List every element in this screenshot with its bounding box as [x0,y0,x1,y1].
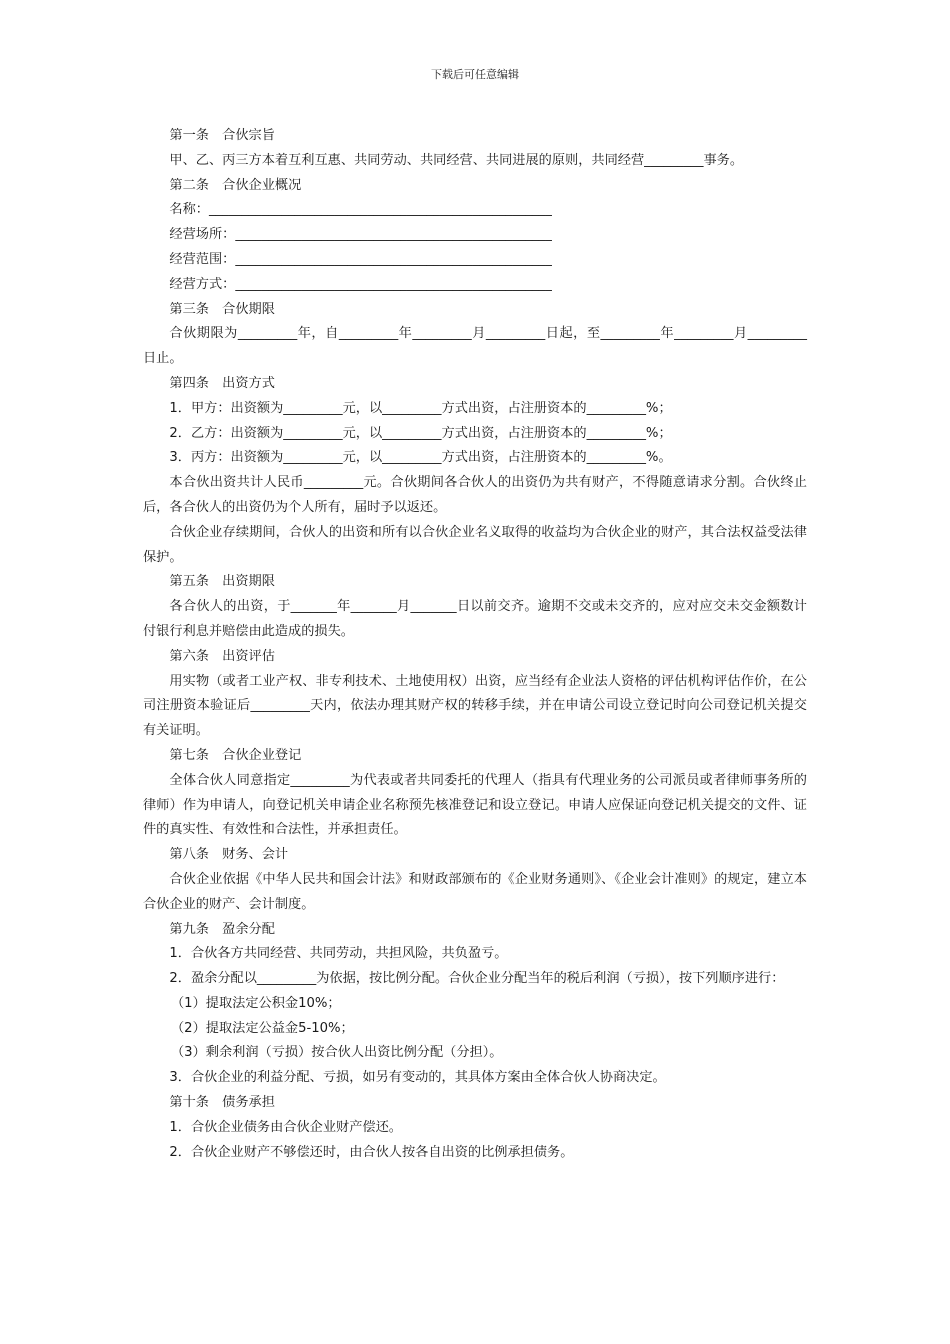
article-4-heading: 第四条 出资方式 [169,375,275,391]
field-mode: 经营方式：________________________________________________ [169,276,552,292]
article-1-text: 甲、乙、丙三方本着互利互惠、共同劳动、共同经营、共同进展的原则，共同经营_________事务。 [169,152,744,168]
article-3-text: 合伙期限为_________年，自_________年_________月_________日起，至_________年_________月_________日止。 [143,326,807,367]
article-4-text-2: 合伙企业存续期间，合伙人的出资和所有以合伙企业名义取得的收益均为合伙企业的财产，其合法权益受法律保护。 [143,524,807,565]
field-location: 经营场所：________________________________________________ [169,227,552,243]
article-1-heading: 第一条 合伙宗旨 [169,128,275,143]
article-2-heading: 第二条 合伙企业概况 [169,177,302,193]
article-6-text: 用实物（或者工业产权、非专利技术、土地使用权）出资，应当经有企业法人资格的评估机构评估作价，在公司注册资本验证后_________天内，依法办理其财产权的转移手续，并在申请公司设立登记时向公司登记机关提交有关证明。 [143,673,807,739]
article-9-item-2: 2．盈余分配以_________为依据，按比例分配。合伙企业分配当年的税后利润（亏损），按下列顺序进行： [169,971,785,987]
article-3-heading: 第三条 合伙期限 [169,301,275,317]
article-5-text: 各合伙人的出资，于_______年_______月_______日以前交齐。逾期不交或未交齐的，应对应交未交金额数计付银行利息并赔偿由此造成的损失。 [143,599,807,639]
article-9-heading: 第九条 盈余分配 [169,921,275,937]
header-note: 下载后可任意编辑 [431,68,519,81]
article-10-heading: 第十条 债务承担 [169,1095,275,1111]
article-8-heading: 第八条 财务、会计 [169,847,289,863]
article-9-subitem-1: （1）提取法定公积金10%； [171,995,341,1011]
article-6-heading: 第六条 出资评估 [169,648,275,664]
contract-body [143,124,807,1165]
article-8-text: 合伙企业依据《中华人民共和国会计法》和财政部颁布的《企业财务通则》、《企业会计准则》的规定，建立本合伙企业的财产、会计制度。 [143,871,807,912]
article-7-heading: 第七条 合伙企业登记 [169,747,302,763]
article-9-subitem-3: （3）剩余利润（亏损）按合伙人出资比例分配（分担）。 [171,1045,503,1061]
contribution-party-a: 1．甲方：出资额为_________元，以_________方式出资，占注册资本的_________%； [169,400,672,416]
article-5-heading: 第五条 出资期限 [169,574,275,590]
article-9-item-1: 1．合伙各方共同经营、共同劳动，共担风险，共负盈亏。 [169,946,508,962]
article-9-item-3: 3．合伙企业的利益分配、亏损，如另有变动的，其具体方案由全体合伙人协商决定。 [169,1070,666,1086]
field-name: 名称：____________________________________________________ [169,202,552,218]
article-7-text: 全体合伙人同意指定_________为代表或者共同委托的代理人（指具有代理业务的公司派员或者律师事务所的律师）作为申请人，向登记机关申请企业名称预先核准登记和设立登记。申请人应保证向登记机关提交的文件、证件的真实性、有效性和合法性，并承担责任。 [143,772,807,838]
article-4-text-1: 本合伙出资共计人民币_________元。合伙期间各合伙人的出资仍为共有财产，不得随意请求分割。合伙终止后，各合伙人的出资仍为个人所有，届时予以返还。 [143,475,807,515]
article-9-subitem-2: （2）提取法定公益金5-10%； [171,1020,354,1036]
contribution-party-c: 3．丙方：出资额为_________元，以_________方式出资，占注册资本的_________%。 [169,450,672,466]
article-10-item-2: 2．合伙企业财产不够偿还时，由合伙人按各自出资的比例承担债务。 [169,1144,574,1160]
contribution-party-b: 2．乙方：出资额为_________元，以_________方式出资，占注册资本的_________%； [169,425,672,441]
field-scope: 经营范围：________________________________________________ [169,251,552,267]
article-10-item-1: 1．合伙企业债务由合伙企业财产偿还。 [169,1119,402,1135]
